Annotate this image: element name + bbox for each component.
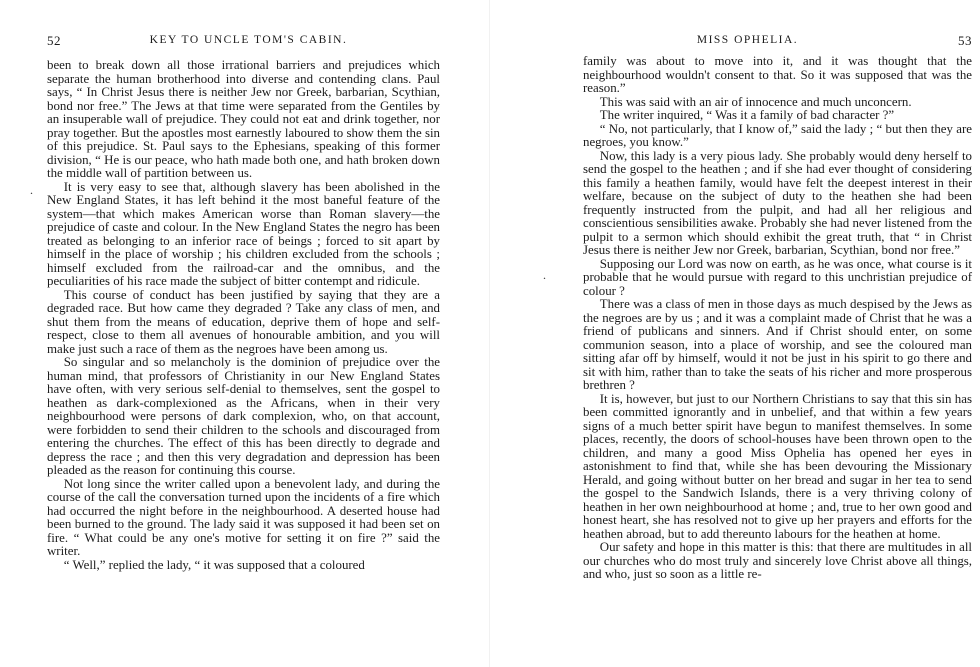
right-page-body bbox=[583, 55, 972, 582]
right-page-header bbox=[583, 33, 972, 53]
left-page-number: 52 bbox=[47, 33, 61, 48]
paragraph: Supposing our Lord was now on earth, as he was once, what course is it probable that he would pursue with regard to this unchristian prejudice of colour ? bbox=[583, 256, 972, 298]
right-page-number: 53 bbox=[958, 33, 972, 48]
margin-dot: . bbox=[543, 268, 546, 282]
paragraph: The writer inquired, “ Was it a family of bad character ?” bbox=[599, 108, 895, 122]
paragraph: “ Well,” replied the lady, “ it was supposed that a coloured bbox=[63, 557, 365, 572]
paragraph: been to break down all those irrational barriers and prejudices which separate the human brotherhood into diverse and contending clans. Paul says, “ In Christ Jesus there is neither Jew nor Greek, barbarian, Scythian, bond nor free.” The Jews at that time were separated from the Gentiles by an insuperable wall of prejudice. They could not eat and drink together, nor pray together. But the apostles most earnestly laboured to show them the sin of this prejudice. St. Paul says to the Ephesians, speaking of this former division, “ He is our peace, who hath made both one, and hath broken down the middle wall of partition between us. bbox=[47, 58, 440, 180]
left-page-body bbox=[47, 59, 440, 572]
paragraph: This course of conduct has been justified by saying that they are a degraded race. But how came they degraded ? Take any class of men, and shut them from the means of education, deprive them of hope and self-respect, close to them all avenues of honourable ambition, and you will make just such a race of them as the negroes have been among us. bbox=[47, 287, 440, 356]
paragraph: Now, this lady is a very pious lady. She probably would deny herself to send the gospel to the heathen ; and if she had ever thought of considering this family a heathen family, would have felt the deepest interest in their welfare, because on the subject of duty to the heathen she had been frequently instructed from the pulpit, and had all her religious and conscientious sensibilities awake. Probably she had never listened from the pulpit to a sermon which should exhibit the great truth, that “ in Christ Jesus there is neither Jew nor Greek, barbarian, Scythian, bond nor free.” bbox=[583, 148, 972, 257]
paragraph: It is, however, but just to our Northern Christians to say that this sin has been committed ignorantly and in unbelief, and that within a few years signs of a much better spirit have begun to manifest themselves. In some places, recently, the doors of school-houses have been thrown open to the children, and many a good Miss Ophelia has opened her eyes in astonishment to find that, while she has been devouring the Missionary Herald, and going without butter on her bread and sugar in her tea to send the gospel to the Sandwich Islands, there is a very thriving colony of heathen in her own neighbourhood at home ; and, true to her own good and honest heart, she has resolved not to give up her prayers and efforts for the heathen abroad, but to add thereunto labours for the heathen at home. bbox=[583, 391, 972, 541]
paragraph: So singular and so melancholy is the dominion of prejudice over the human mind, that professors of Christianity in our New England States have often, with very serious self-denial to themselves, sent the gospel to heathen as dark-complexioned as the Africans, when in their very neighbourhood were persons of dark complexion, who, on that account, were forbidden to send their children to the schools and discouraged from entering the churches. The effect of this has been directly to degrade and depress the race ; and then this very degradation and depression has been pleaded as the reason for continuing this course. bbox=[47, 355, 440, 477]
right-running-head: MISS OPHELIA. bbox=[696, 34, 799, 46]
left-page-header bbox=[47, 33, 440, 53]
paragraph: It is very easy to see that, although slavery has been abolished in the New England States, it has left behind it the most baneful feature of the system—that which makes American worse than Roman slavery—the prejudice of caste and colour. In the New England States the negro has been treated as belonging to an inferior race of beings ; forced to sit apart by himself in the place of worship ; his children excluded from the schools ; himself excluded from the railroad-car and the omnibus, and the peculiarities of his race made the subject of bitter contempt and ridicule. bbox=[47, 179, 440, 288]
left-running-head: KEY TO UNCLE TOM'S CABIN. bbox=[149, 34, 348, 46]
paragraph: “ No, not particularly, that I know of,” said the lady ; “ but then they are negroes, you know.” bbox=[583, 121, 972, 149]
paragraph: family was about to move into it, and it was thought that the neighbourhood wouldn't consent to that. So it was supposed that was the reason.” bbox=[583, 54, 972, 95]
right-page bbox=[490, 0, 980, 667]
paragraph: There was a class of men in those days as much despised by the Jews as the negroes are by us ; and it was a complaint made of Christ that he was a friend of publicans and sinners. And if Christ should enter, on some communion season, into a place of worship, and see the coloured man sitting afar off by himself, would it not be just in his spirit to go there and sit with him, rather than to take the seats of his richer and more prosperous brethren ? bbox=[583, 297, 972, 392]
margin-dot: . bbox=[30, 183, 33, 197]
paragraph: Our safety and hope in this matter is this: that there are multitudes in all our churches who do most truly and sincerely love Christ above all things, and who, just so soon as a little re- bbox=[583, 540, 972, 581]
paragraph: This was said with an air of innocence and much unconcern. bbox=[599, 94, 912, 109]
paragraph: Not long since the writer called upon a benevolent lady, and during the course of the call the conversation turned upon the incidents of a fire which had occurred the night before in the neighbourhood. A deserted house had been burned to the ground. The lady said it was supposed it had been set on fire. “ What could be any one's motive for setting it on fire ?” said the writer. bbox=[47, 476, 440, 558]
